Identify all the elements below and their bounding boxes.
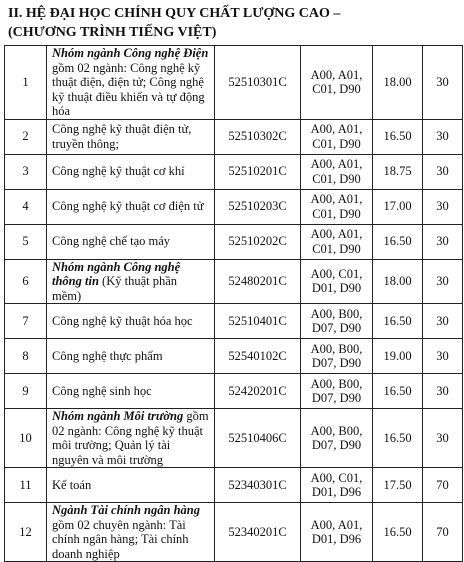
program-code: 52480201C — [215, 259, 301, 304]
subject-combination: A00, A01, C01, D90 — [301, 224, 373, 259]
program-description: Công nghệ sinh học — [52, 383, 152, 398]
program-code: 52420201C — [215, 374, 301, 409]
admission-score: 16.50 — [373, 224, 423, 259]
table-row — [5, 503, 463, 562]
subject-combination: A00, B00, D07, D90 — [301, 374, 373, 409]
program-description: Công nghệ kỹ thuật cơ điện tử — [52, 199, 204, 214]
table-row — [5, 409, 463, 468]
program-description: Công nghệ chế tạo máy — [52, 234, 171, 249]
table-row — [5, 189, 463, 224]
row-number: 1 — [5, 46, 47, 120]
program-code: 52340201C — [215, 503, 301, 562]
table-body — [5, 46, 463, 562]
row-number: 10 — [5, 409, 47, 468]
program-code: 52510201C — [215, 154, 301, 189]
admission-score: 18.75 — [373, 154, 423, 189]
subject-combination: A00, B00, D07, D90 — [301, 304, 373, 339]
table-row — [5, 46, 463, 120]
quota: 30 — [423, 409, 463, 468]
table-row — [5, 259, 463, 304]
admission-score: 18.00 — [373, 46, 423, 120]
heading-line-2: (CHƯƠNG TRÌNH TIẾNG VIỆT) — [8, 25, 217, 40]
program-name — [47, 503, 215, 562]
program-description: Công nghệ kỹ thuật điện tử, truyền thông; — [52, 122, 192, 151]
subject-combination: A00, A01, C01, D90 — [301, 189, 373, 224]
subject-combination: A00, B00, D07, D90 — [301, 409, 373, 468]
quota: 30 — [423, 339, 463, 374]
program-description: gồm 02 chuyên ngành: Tài chính ngân hàng; Tài chính doanh nghiệp — [52, 517, 189, 561]
admission-score: 16.50 — [373, 119, 423, 154]
row-number: 11 — [5, 468, 47, 503]
program-name — [47, 374, 215, 409]
heading-line-1: II. HỆ ĐẠI HỌC CHÍNH QUY CHẤT LƯỢNG CAO – — [8, 6, 341, 21]
admission-table — [4, 45, 463, 562]
row-number: 6 — [5, 259, 47, 304]
table-row — [5, 374, 463, 409]
program-name — [47, 154, 215, 189]
row-number: 9 — [5, 374, 47, 409]
quota: 30 — [423, 189, 463, 224]
program-name — [47, 46, 215, 120]
admission-score: 17.50 — [373, 468, 423, 503]
table-row — [5, 154, 463, 189]
program-code: 52540102C — [215, 339, 301, 374]
program-code: 52510301C — [215, 46, 301, 120]
row-number: 3 — [5, 154, 47, 189]
subject-combination: A00, A01, C01, D90 — [301, 46, 373, 120]
quota: 30 — [423, 224, 463, 259]
row-number: 4 — [5, 189, 47, 224]
table-row — [5, 224, 463, 259]
row-number: 8 — [5, 339, 47, 374]
program-code: 52510203C — [215, 189, 301, 224]
quota: 70 — [423, 468, 463, 503]
subject-combination: A00, A01, C01, D90 — [301, 119, 373, 154]
program-description: gồm 02 ngành: Công nghệ kỹ thuật điện, điện tử; Công nghệ kỹ thuật điều khiển và tự động hóa — [52, 60, 205, 118]
program-description: (Kỹ thuật phần mềm) — [52, 274, 178, 303]
program-group-title: Nhóm ngành Môi trường — [52, 409, 184, 423]
table-row — [5, 119, 463, 154]
quota: 30 — [423, 46, 463, 120]
program-description: gồm 02 ngành: Công nghệ kỹ thuật môi trường; Quản lý tài nguyên và môi trường — [52, 409, 209, 467]
program-name — [47, 224, 215, 259]
program-code: 52510202C — [215, 224, 301, 259]
admission-score: 18.00 — [373, 259, 423, 304]
quota: 70 — [423, 503, 463, 562]
admission-score: 16.50 — [373, 409, 423, 468]
table-row — [5, 468, 463, 503]
program-group-title: Ngành Tài chính ngân hàng — [52, 503, 200, 517]
program-name — [47, 304, 215, 339]
quota: 30 — [423, 259, 463, 304]
subject-combination: A00, A01, D01, D96 — [301, 503, 373, 562]
subject-combination: A00, A01, C01, D90 — [301, 154, 373, 189]
program-code: 52510401C — [215, 304, 301, 339]
program-description: Công nghệ thực phẩm — [52, 348, 163, 363]
subject-combination: A00, B00, D07, D90 — [301, 339, 373, 374]
section-heading — [8, 4, 458, 42]
admission-score: 16.50 — [373, 503, 423, 562]
program-description: Công nghệ kỹ thuật cơ khí — [52, 164, 185, 179]
program-name — [47, 468, 215, 503]
program-name — [47, 339, 215, 374]
program-name — [47, 189, 215, 224]
program-description: Kế toán — [52, 477, 92, 492]
subject-combination: A00, C01, D01, D96 — [301, 468, 373, 503]
quota: 30 — [423, 154, 463, 189]
quota: 30 — [423, 119, 463, 154]
admission-score: 17.00 — [373, 189, 423, 224]
row-number: 12 — [5, 503, 47, 562]
program-code: 52510302C — [215, 119, 301, 154]
admission-score: 16.50 — [373, 374, 423, 409]
row-number: 5 — [5, 224, 47, 259]
subject-combination: A00, C01, D01, D90 — [301, 259, 373, 304]
row-number: 7 — [5, 304, 47, 339]
row-number: 2 — [5, 119, 47, 154]
program-name — [47, 119, 215, 154]
table-row — [5, 339, 463, 374]
table-row — [5, 304, 463, 339]
program-group-title: Nhóm ngành Công nghệ thông tin — [52, 259, 181, 288]
admission-score: 19.00 — [373, 339, 423, 374]
program-code: 52340301C — [215, 468, 301, 503]
program-code: 52510406C — [215, 409, 301, 468]
program-group-title: Nhóm ngành Công nghệ Điện — [52, 46, 209, 60]
program-name — [47, 409, 215, 468]
quota: 30 — [423, 304, 463, 339]
quota: 30 — [423, 374, 463, 409]
program-description: Công nghệ kỹ thuật hóa học — [52, 313, 193, 328]
admission-score: 16.50 — [373, 304, 423, 339]
program-name — [47, 259, 215, 304]
